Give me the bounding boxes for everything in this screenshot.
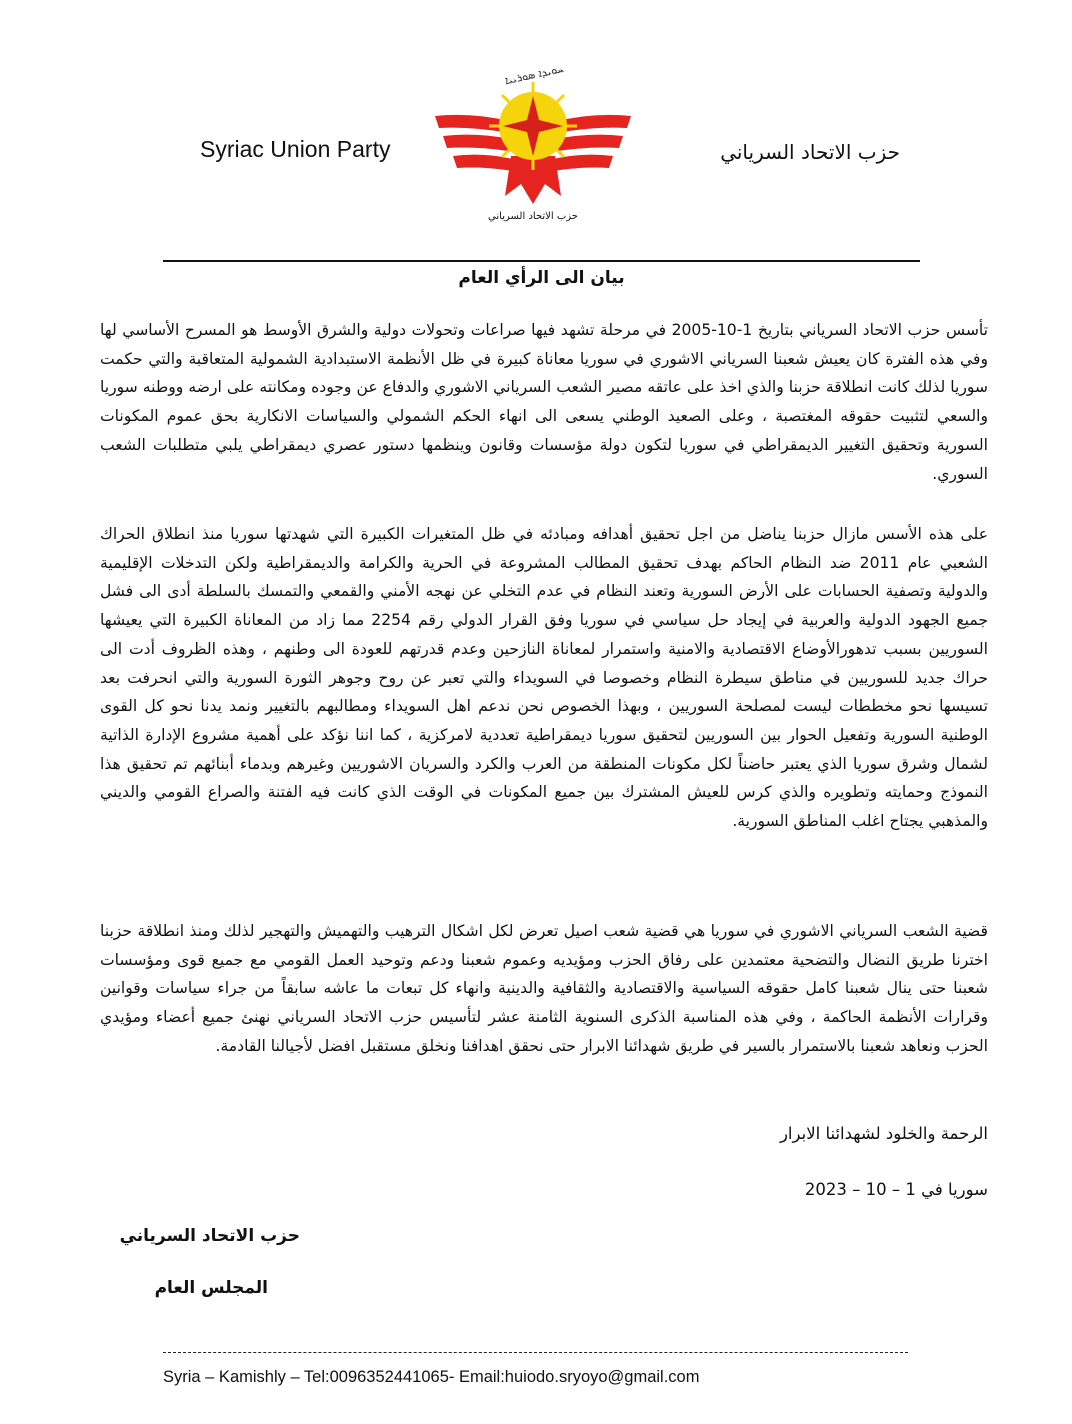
logo-caption: حزب الاتحاد السرياني (488, 211, 578, 222)
party-name-english: Syriac Union Party (200, 136, 391, 162)
paragraph-3: قضية الشعب السرياني الاشوري في سوريا هي قضية شعب اصيل تعرض لكل اشكال الترهيب والتهميش والتهجير لذلك ومنذ انطلاقة حزبنا اخترنا طريق النضال والتضحية معتمدين على رفاق الحزب ومؤيديه وعموم شعبنا ودعم وتوحيد العمل القومي مع جميع قوى ومؤسسات شعبنا حتى ينال شعبنا كامل حقوقه السياسية والاقتصادية والثقافية والدينية وانهاء كل تبعات ما عاشه سابقاً من جراء سياسات وقوانين وقرارات الأنظمة الحاكمة ، وفي هذه المناسبة الذكرى السنوية الثامنة عشر لتأسيس حزب الاتحاد السرياني نهنئ جميع أعضاء ومؤيدي الحزب ونعاهد شعبنا بالاستمرار بالسير في طريق شهدائنا الابرار حتى نحقق اهدافنا ونخلق مستقبل افضل لأجيالنا القادمة. (100, 922, 988, 1055)
party-name-arabic: حزب الاتحاد السرياني (720, 140, 900, 164)
signature-party: حزب الاتحاد السرياني (119, 1226, 300, 1246)
footer-divider (163, 1352, 908, 1353)
paragraph-2: على هذه الأسس مازال حزبنا يناضل من اجل تحقيق أهدافه ومبادئه في ظل المتغيرات الكبيرة التي شهدتها سوريا منذ انطلاق الحراك الشعبي عام 2011 ضد النظام الحاكم بهدف تحقيق المطالب المشروعة في الحرية والكرامة والديمقراطية ولكن التدخلات الإقليمية والدولية وتصفية الحسابات على الأرض السورية وتعند النظام في عدم التخلي عن نهجه الأمني والقمعي والتمسك بالسلطة أدى الى فشل جميع الجهود الدولية والعربية في إيجاد حل سياسي في سوريا وفق القرار الدولي رقم 2254 مما زاد من المعاناة الكبيرة التي يعيشها السوريين بسبب تدهورالأوضاع الاقتصادية والامنية واستمرار لمعاناة النازحين وعدم قدرتهم للعودة الى وطنهم ، وهذه الظروف أدت الى حراك جديد للسوريين في مناطق سيطرة النظام وخصوصا في السويداء والتي تعبر عن روح وجوهر الثورة السورية والتي انحرفت بعد تسيسها نحو مخططات ليست لمصلحة السوريين ، وبهذا الخصوص نحن ندعم اهل السويداء ومطالبهم بالتغيير ونمد يدنا نحو كل القوى الوطنية السورية وتفعيل الحوار بين السوريين لتحقيق سوريا ديمقراطية تعددية لامركزية ، كما اننا نؤكد على أهمية مشروع الإدارة الذاتية لشمال وشرق سوريا الذي يعتبر حاضناً لكل مكونات المنطقة من العرب والكرد والسريان الاشوريين وغيرهم وبدماء أبنائهم تم تحقيق هذا النموذج وحمايته وتطويره والذي كرس للعيش المشترك بين جميع المكونات في الوقت الذي كانت فيه الفتنة والصراع القومي والديني والمذهبي يجتاح اغلب المناطق السورية. (100, 525, 988, 831)
paragraph-1: تأسس حزب الاتحاد السرياني بتاريخ 1-10-2005 في مرحلة تشهد فيها صراعات وتحولات دولية والشرق الأوسط هو المسرح الأساسي لها وفي هذه الفترة كان يعيش شعبنا السرياني الاشوري في سوريا معاناة كبيرة في ظل الأنظمة الاستبدادية الشمولية المتعاقبة والتي حكمت سوريا لذلك كانت انطلاقة حزبنا والذي اخذ على عاتقه مصير الشعب السرياني الاشوري والدفاع عن وجوده ومكانته على ارضه ووطنه سوريا والسعي لتثبيت حقوقه المغتصبة ، وعلى الصعيد الوطني يسعى الى انهاء الحكم الشمولي والسياسات الانكارية بحق عموم المكونات السورية وتحقيق التغيير الديمقراطي في سوريا لتكون دولة مؤسسات وقانون وينظمها دستور عصري ديمقراطي يلبي متطلبات الشعب السوري. (100, 321, 988, 483)
signature-council: المجلس العام (154, 1278, 268, 1298)
closing-line: الرحمة والخلود لشهدائنا الابرار (779, 1124, 988, 1143)
party-logo (433, 56, 633, 226)
date-line: سوريا في 1 – 10 – 2023 (804, 1180, 988, 1199)
statement-title: بيان الى الرأي العام (458, 268, 625, 288)
logo-top-script: ܚܘܝܕܐ ܣܘܪܝܝܐ (503, 62, 565, 88)
footer-contact: Syria – Kamishly – Tel:0096352441065- Email:huiodo.sryoyo@gmail.com (163, 1368, 700, 1386)
header-divider (163, 260, 920, 262)
